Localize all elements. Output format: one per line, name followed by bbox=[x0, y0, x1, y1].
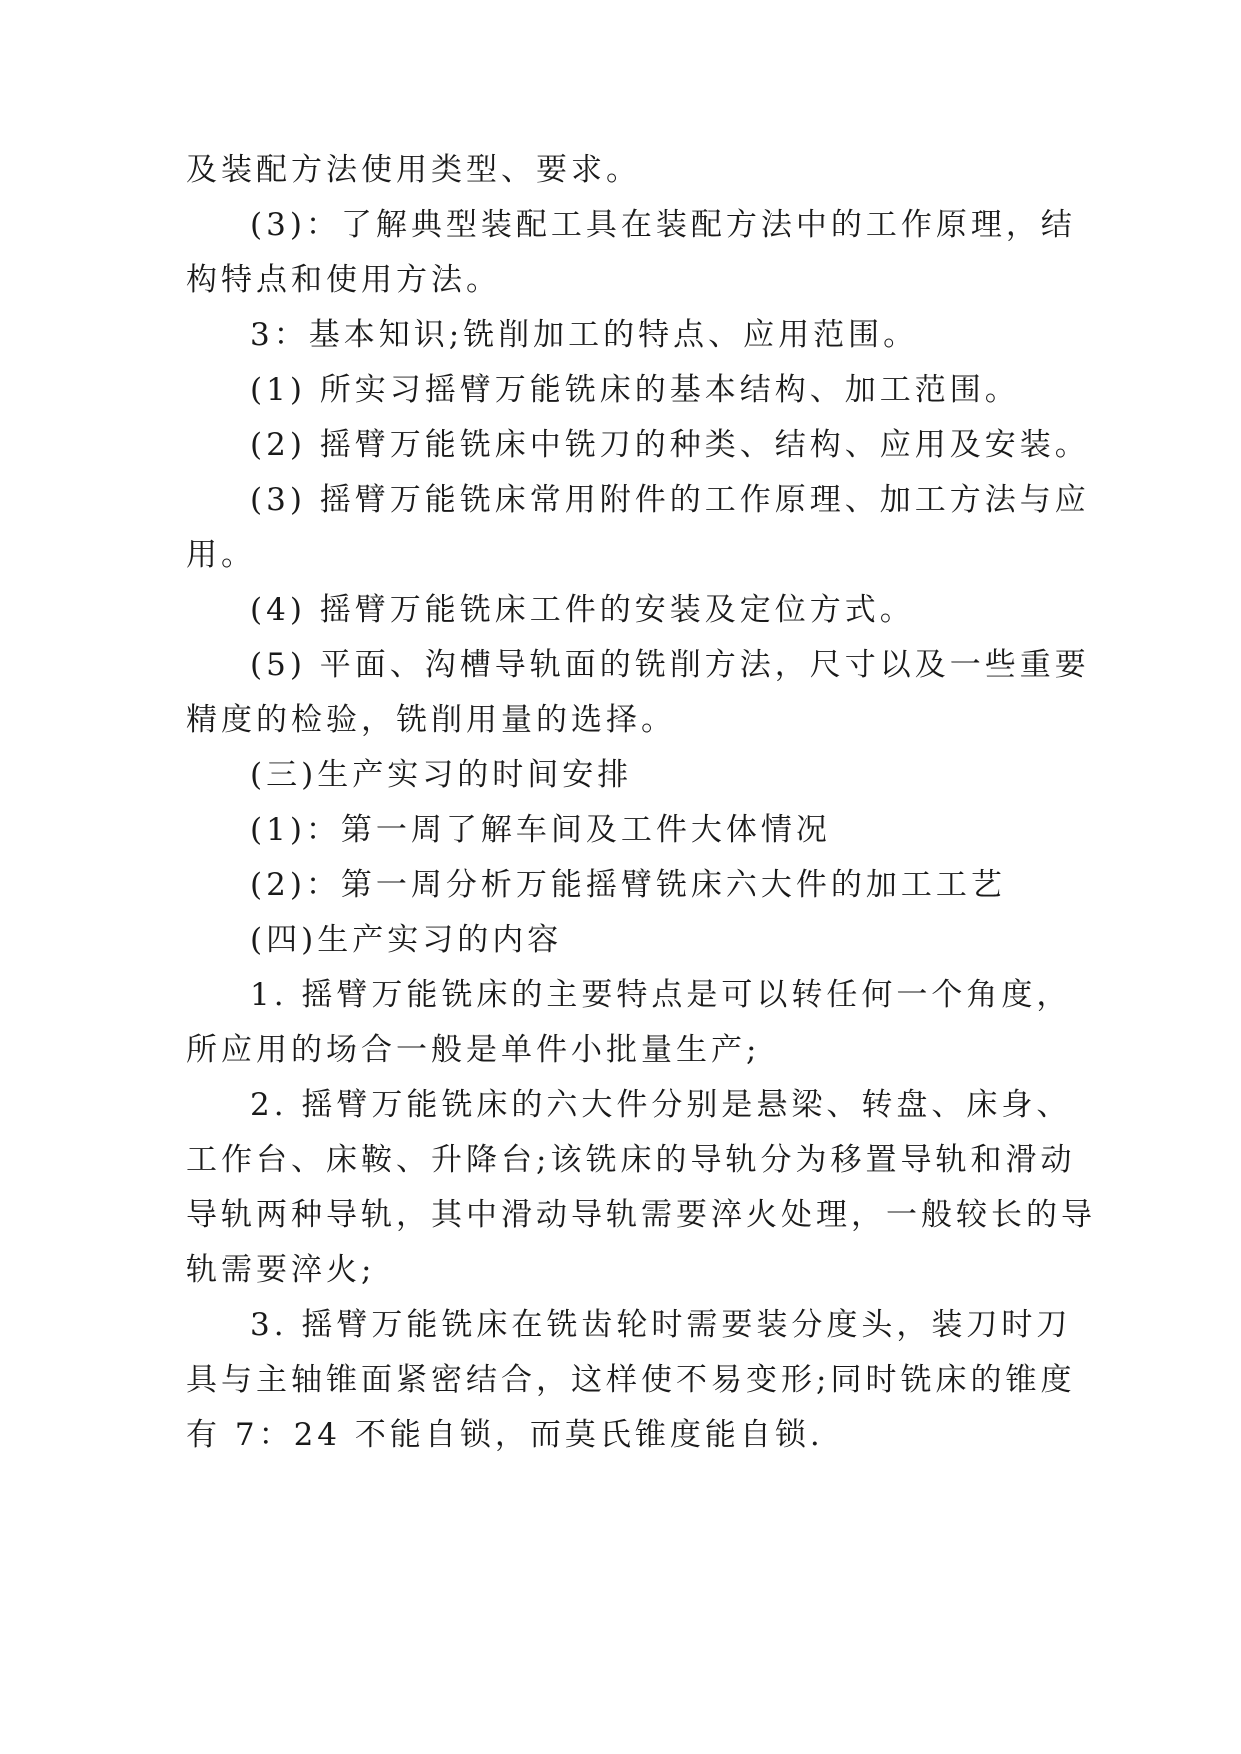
text-line: (1) 所实习摇臂万能铣床的基本结构、加工范围。 bbox=[250, 372, 1020, 408]
text-line: 有 7：24 不能自锁，而莫氏锥度能自锁. bbox=[186, 1417, 824, 1453]
text-line: 3. 摇臂万能铣床在铣齿轮时需要装分度头，装刀时刀 bbox=[250, 1307, 1072, 1343]
text-line: (3)：了解典型装配工具在装配方法中的工作原理，结 bbox=[250, 207, 1076, 243]
text-line: 精度的检验，铣削用量的选择。 bbox=[186, 702, 676, 738]
text-line: (5) 平面、沟槽导轨面的铣削方法，尺寸以及一些重要 bbox=[250, 647, 1090, 683]
text-line: (3) 摇臂万能铣床常用附件的工作原理、加工方法与应 bbox=[250, 482, 1090, 518]
text-line: 所应用的场合一般是单件小批量生产; bbox=[186, 1032, 761, 1068]
text-line: (4) 摇臂万能铣床工件的安装及定位方式。 bbox=[250, 592, 915, 628]
section-heading: (四)生产实习的内容 bbox=[250, 922, 563, 958]
text-line: (2)：第一周分析万能摇臂铣床六大件的加工工艺 bbox=[250, 867, 1006, 903]
text-line: 用。 bbox=[186, 537, 256, 573]
text-line: 2. 摇臂万能铣床的六大件分别是悬梁、转盘、床身、 bbox=[250, 1087, 1072, 1123]
text-line: 工作台、床鞍、升降台;该铣床的导轨分为移置导轨和滑动 bbox=[186, 1142, 1076, 1178]
section-heading: (三)生产实习的时间安排 bbox=[250, 757, 633, 793]
text-line: (2) 摇臂万能铣床中铣刀的种类、结构、应用及安装。 bbox=[250, 427, 1090, 463]
text-line: 导轨两种导轨，其中滑动导轨需要淬火处理，一般较长的导 bbox=[186, 1197, 1096, 1233]
text-line: 构特点和使用方法。 bbox=[186, 262, 501, 298]
text-line: 具与主轴锥面紧密结合，这样使不易变形;同时铣床的锥度 bbox=[186, 1362, 1076, 1398]
text-line: 1. 摇臂万能铣床的主要特点是可以转任何一个角度， bbox=[250, 977, 1072, 1013]
text-line: 轨需要淬火; bbox=[186, 1252, 376, 1288]
text-line: 3：基本知识;铣削加工的特点、应用范围。 bbox=[250, 317, 919, 353]
text-line: 及装配方法使用类型、要求。 bbox=[186, 152, 641, 188]
text-line: (1)：第一周了解车间及工件大体情况 bbox=[250, 812, 831, 848]
